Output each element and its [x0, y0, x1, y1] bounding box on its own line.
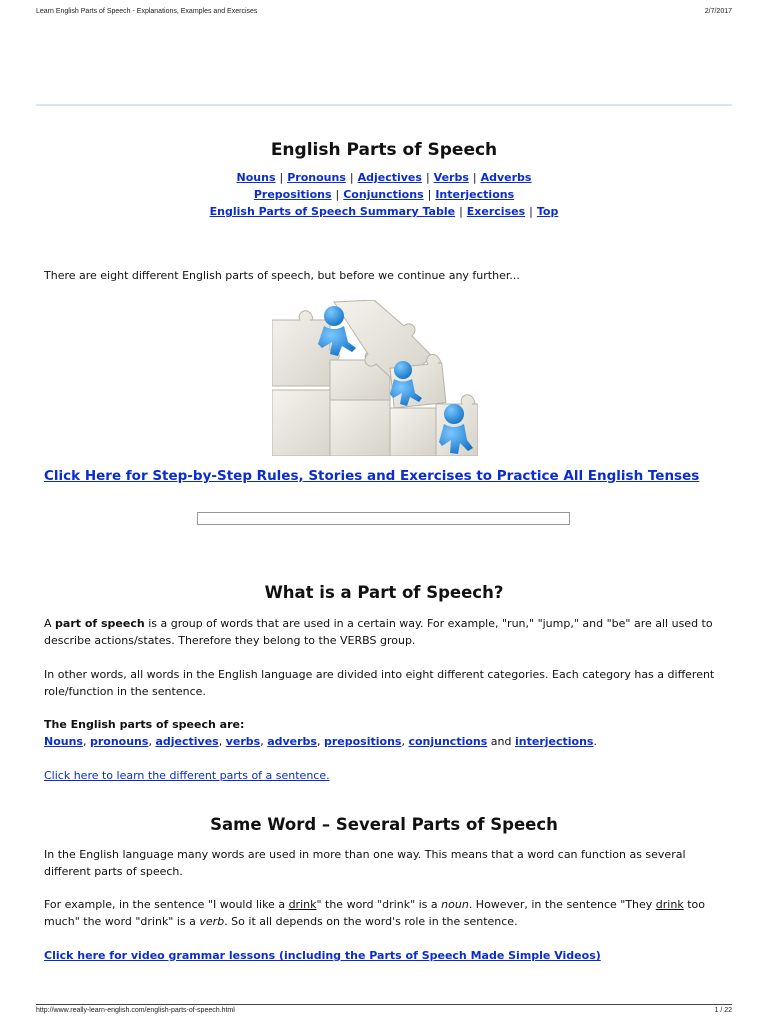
italic-word: verb: [199, 915, 225, 928]
puzzle-figures-illustration: [272, 300, 478, 456]
nav-link-top[interactable]: Top: [536, 205, 559, 218]
list-link-interjections[interactable]: interjections: [515, 735, 594, 748]
section2-paragraph-1: In the English language many words are used in more than one way. This means that a word can function as several different parts of speech.: [44, 848, 686, 878]
print-header: [36, 8, 732, 15]
empty-embed-box: [197, 512, 570, 525]
print-header-date: 2/7/2017: [704, 8, 732, 15]
tenses-practice-link[interactable]: Click Here for Step-by-Step Rules, Stories and Exercises to Practice All English Tenses: [44, 468, 700, 484]
bold-term: part of speech: [55, 617, 145, 630]
section2-paragraph-2: [44, 896, 728, 930]
nav-separator: |: [459, 205, 463, 218]
nav-link-adverbs[interactable]: Adverbs: [480, 171, 532, 184]
text-span: A: [44, 617, 56, 630]
list-link-adjectives[interactable]: adjectives: [155, 735, 219, 748]
section-heading-what-is: What is a Part of Speech?: [264, 583, 504, 602]
list-link-prepositions[interactable]: prepositions: [323, 735, 402, 748]
nav-separator: |: [349, 171, 354, 184]
list-link-verbs[interactable]: verbs: [225, 735, 261, 748]
text-span: too much" the word "drink" is a: [44, 898, 705, 928]
text-span: . So it all depends on the word's role in the sentence.: [224, 915, 518, 928]
parts-list-label: The English parts of speech are:: [44, 718, 245, 731]
nav-separator: |: [279, 171, 284, 184]
nav-separator: |: [427, 188, 432, 201]
print-footer-page: 1 / 22: [714, 1007, 732, 1014]
list-link-pronouns[interactable]: pronouns: [89, 735, 149, 748]
nav-separator: |: [529, 205, 533, 218]
print-footer: [36, 1007, 732, 1014]
video-link-paragraph: [44, 947, 728, 964]
sentence-link-paragraph: [44, 767, 728, 784]
list-and-text: and: [490, 735, 512, 748]
header-divider: [36, 104, 732, 106]
nav-row-2: [44, 188, 724, 201]
nav-link-prepositions[interactable]: Prepositions: [253, 188, 332, 201]
list-link-adverbs[interactable]: adverbs: [267, 735, 317, 748]
text-span: . However, in the sentence "They: [468, 898, 656, 911]
sentence-parts-link[interactable]: Click here to learn the different parts of a sentence.: [44, 769, 330, 782]
page-title: English Parts of Speech: [270, 140, 498, 160]
nav-link-adjectives[interactable]: Adjectives: [357, 171, 422, 184]
nav-separator: |: [425, 171, 430, 184]
text-span: For example, in the sentence "I would like a: [44, 898, 289, 911]
list-link-conjunctions[interactable]: conjunctions: [408, 735, 488, 748]
print-footer-url: http://www.really-learn-english.com/english-parts-of-speech.html: [36, 1007, 235, 1014]
nav-separator: |: [335, 188, 340, 201]
section1-paragraph-1: [44, 615, 728, 649]
parts-list: The English parts of speech are: Nouns, pronouns, adjectives, verbs, adverbs, prepositions, conjunctions and interjections.: [44, 718, 597, 748]
nav-separator: |: [472, 171, 477, 184]
nav-row-1: [44, 171, 724, 184]
nav-link-exercises[interactable]: Exercises: [466, 205, 526, 218]
print-header-title: Learn English Parts of Speech - Explanations, Examples and Exercises: [36, 8, 258, 15]
intro-text: There are eight different English parts of speech, but before we continue any further...: [44, 269, 520, 282]
footer-divider: [36, 1004, 732, 1005]
section-heading-same-word: Same Word – Several Parts of Speech: [210, 815, 558, 834]
text-span: " the word "drink" is a: [316, 898, 442, 911]
underlined-word: drink: [288, 898, 317, 911]
underlined-word: drink: [655, 898, 684, 911]
text-span: is a group of words that are used in a certain way. For example, "run," "jump," and "be" are all used to describe actions/states. Therefore they belong to the VERBS group.: [44, 617, 713, 647]
nav-link-verbs[interactable]: Verbs: [433, 171, 469, 184]
nav-row-3: [44, 205, 724, 218]
section1-paragraph-2: In other words, all words in the English language are divided into eight different categories. Each category has a different role/function in the sentence.: [44, 668, 715, 698]
list-link-nouns[interactable]: Nouns: [44, 735, 83, 748]
nav-link-interjections[interactable]: Interjections: [435, 188, 515, 201]
nav-link-pronouns[interactable]: Pronouns: [287, 171, 346, 184]
italic-word: noun: [441, 898, 469, 911]
video-lessons-link[interactable]: Click here for video grammar lessons (including the Parts of Speech Made Simple Videos): [44, 949, 601, 962]
nav-link-conjunctions[interactable]: Conjunctions: [343, 188, 424, 201]
nav-link-summary-table[interactable]: English Parts of Speech Summary Table: [209, 205, 456, 218]
nav-link-nouns[interactable]: Nouns: [236, 171, 276, 184]
